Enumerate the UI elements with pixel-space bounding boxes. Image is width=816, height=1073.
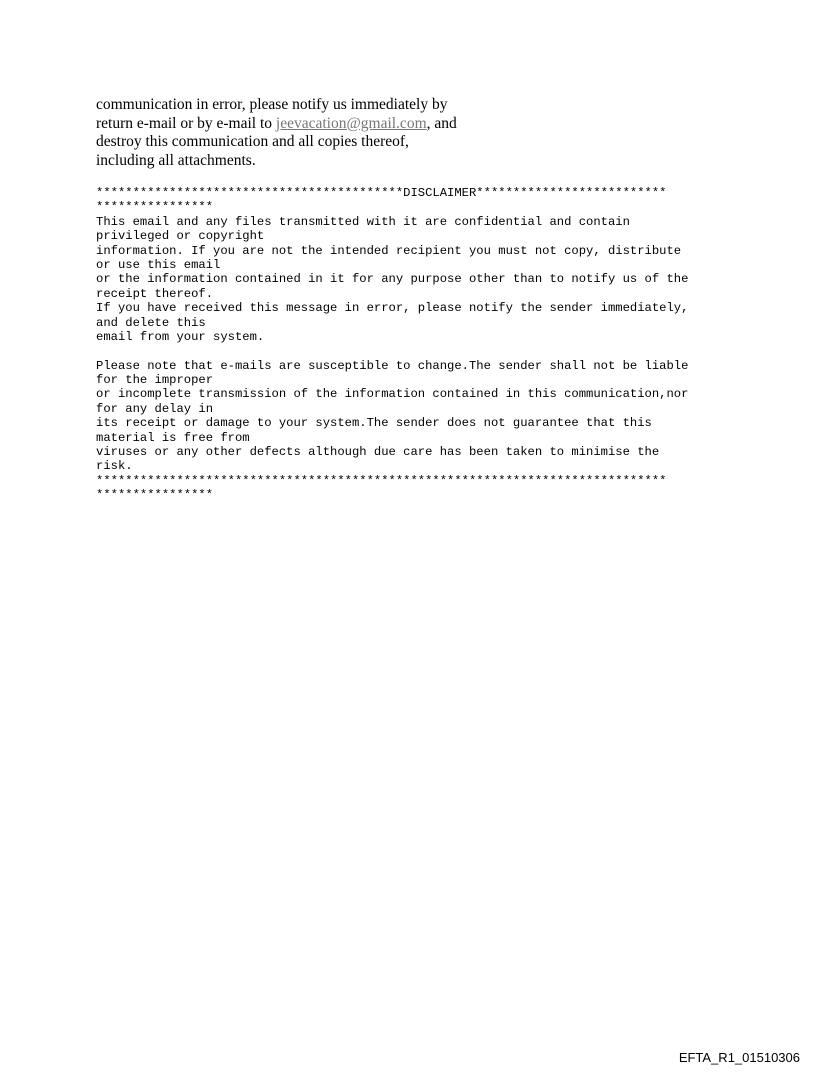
- disclaimer-line: email from your system.: [96, 329, 265, 344]
- disclaimer-line: and delete this: [96, 315, 206, 330]
- email-body-line-2-prefix: return e-mail or by e-mail to: [96, 114, 276, 132]
- disclaimer-line: receipt thereof.: [96, 286, 214, 301]
- disclaimer-line: If you have received this message in error, please notify the sender immediately,: [96, 301, 689, 316]
- disclaimer-line: ******************************************DISCLAIMER**************************: [96, 186, 667, 200]
- disclaimer-line: for the improper: [96, 373, 214, 388]
- disclaimer-line: material is free from: [96, 430, 250, 445]
- disclaimer-line: or the information contained in it for any purpose other than to notify us of the: [96, 272, 689, 287]
- email-body-line-1: communication in error, please notify us immediately by: [96, 96, 448, 113]
- disclaimer-line: or use this email: [96, 257, 221, 272]
- disclaimer-line: or incomplete transmission of the information contained in this communication,nor: [96, 387, 689, 402]
- disclaimer-line: information. If you are not the intended recipient you must not copy, distribute: [96, 243, 682, 258]
- email-body-line-2-suffix: , and: [426, 114, 457, 132]
- disclaimer-line: [96, 344, 736, 358]
- email-link[interactable]: jeevacation@gmail.com: [275, 114, 427, 132]
- email-body-line-2: [96, 115, 696, 134]
- email-body-line-3: destroy this communication and all copies thereof,: [96, 133, 409, 150]
- email-body-line-4: including all attachments.: [96, 151, 256, 169]
- disclaimer-line: This email and any files transmitted with it are confidential and contain: [96, 214, 630, 229]
- disclaimer-line: its receipt or damage to your system.The sender does not guarantee that this: [96, 416, 652, 431]
- disclaimer-line: for any delay in: [96, 401, 214, 416]
- disclaimer-line: ****************: [96, 200, 214, 215]
- disclaimer-line: Please note that e-mails are susceptible to change.The sender shall not be liable: [96, 358, 689, 373]
- disclaimer-line: viruses or any other defects although due care has been taken to minimise the: [96, 445, 660, 460]
- disclaimer-block: [96, 186, 736, 503]
- document-id: EFTA_R1_01510306: [678, 1050, 800, 1065]
- disclaimer-line: ****************: [96, 488, 214, 503]
- email-body-text: [96, 96, 696, 170]
- disclaimer-line: risk.: [96, 459, 133, 474]
- disclaimer-line: ******************************************************************************: [96, 473, 667, 488]
- disclaimer-line: privileged or copyright: [96, 229, 265, 244]
